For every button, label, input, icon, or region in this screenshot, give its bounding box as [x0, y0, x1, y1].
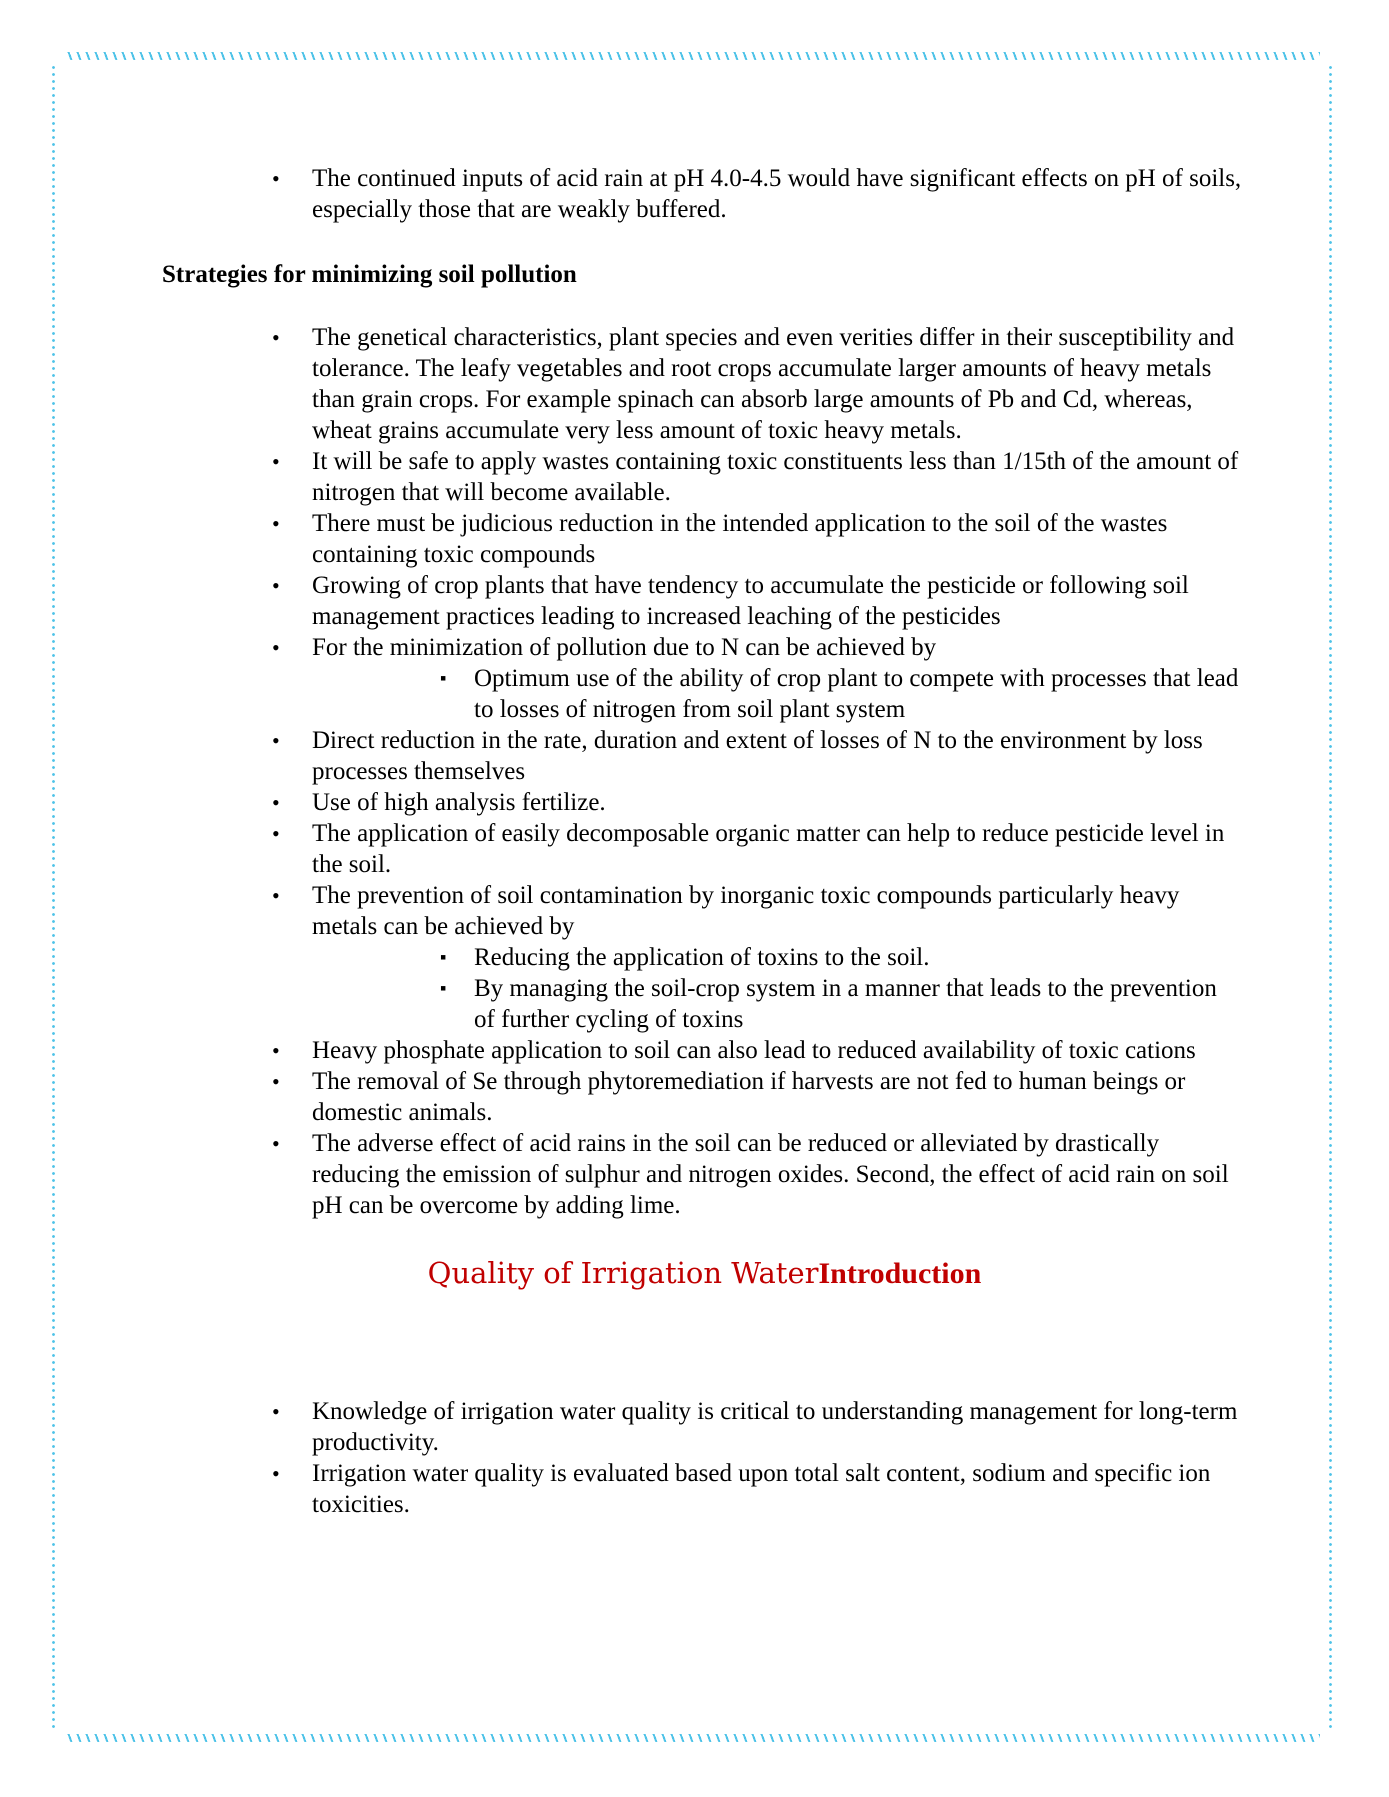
sub-list-item: ▪ Reducing the application of toxins to the soil. [474, 942, 1242, 973]
list-item [312, 1128, 1242, 1221]
strategies-list [162, 322, 1242, 1221]
list-item-text: The removal of Se through phytoremediation if harvests are not fed to human beings or domestic animals. [312, 1068, 1186, 1126]
list-item-text: For the minimization of pollution due to N can be achieved by [312, 634, 937, 661]
irrigation-section-title [162, 1257, 1247, 1289]
list-item-text: There must be judicious reduction in the intended application to the soil of the wastes containing toxic compounds [312, 510, 1168, 568]
list-item [312, 1035, 1242, 1066]
page-border-right [1329, 64, 1332, 1730]
list-item [312, 446, 1242, 508]
sub-list-item: ▪ By managing the soil-crop system in a manner that leads to the prevention of further cycling of toxins [474, 973, 1242, 1035]
list-item: • Knowledge of irrigation water quality is critical to understanding management for long-term productivity. [312, 1396, 1242, 1458]
document-content [162, 163, 1242, 1520]
list-item-text: It will be safe to apply wastes containing toxic constituents less than 1/15th of the amount of nitrogen that will become available. [312, 448, 1239, 506]
sub-list [312, 942, 1242, 1035]
list-item [312, 508, 1242, 570]
list-item [312, 818, 1242, 880]
list-item-text: Use of high analysis fertilize. [312, 789, 606, 816]
list-item-text: The genetical characteristics, plant species and even verities differ in their susceptibility and tolerance. The leafy vegetables and root crops accumulate larger amounts of heavy metals than grain crops. For example spinach can absorb large amounts of Pb and Cd, whereas, wheat grains accumulate very less amount of toxic heavy metals. [312, 324, 1235, 444]
list-item [312, 1066, 1242, 1128]
list-item-text: Heavy phosphate application to soil can also lead to reduced availability of toxic cations [312, 1037, 1196, 1064]
page-border-left [52, 64, 55, 1730]
irrigation-title-text: Quality of Irrigation Water [427, 1256, 819, 1290]
list-item-text: The prevention of soil contamination by inorganic toxic compounds particularly heavy metals can be achieved by [312, 882, 1180, 940]
irrigation-list [162, 1396, 1242, 1520]
list-item [312, 880, 1242, 1035]
list-item [312, 725, 1242, 787]
strategies-heading: Strategies for minimizing soil pollution [162, 261, 577, 288]
section-spacer [162, 1289, 1242, 1396]
page-border-bottom [64, 1734, 1320, 1742]
list-item [312, 632, 1242, 725]
list-item-text: Direct reduction in the rate, duration and extent of losses of N to the environment by loss processes themselves [312, 727, 1203, 785]
page-border-top [64, 52, 1320, 60]
sub-list [312, 663, 1242, 725]
list-item [312, 570, 1242, 632]
list-item-text: The adverse effect of acid rains in the soil can be reduced or alleviated by drastically reducing the emission of sulphur and nitrogen oxides. Second, the effect of acid rain on soil pH can be overcome by adding lime. [312, 1130, 1229, 1219]
list-item [312, 787, 1242, 818]
list-item-text: The application of easily decomposable organic matter can help to reduce pesticide level in the soil. [312, 820, 1225, 878]
list-item [312, 322, 1242, 446]
top-bullet-list [162, 163, 1242, 225]
introduction-title-text: Introduction [818, 1257, 982, 1290]
list-item-text: Growing of crop plants that have tendency to accumulate the pesticide or following soil management practices leading to increased leaching of the pesticides [312, 572, 1189, 630]
list-item: • Irrigation water quality is evaluated based upon total salt content, sodium and specific ion toxicities. [312, 1458, 1242, 1520]
list-item: • The continued inputs of acid rain at pH 4.0-4.5 would have significant effects on pH of soils, especially those that are weakly buffered. [312, 163, 1242, 225]
sub-list-item: ▪ Optimum use of the ability of crop plant to compete with processes that lead to losses of nitrogen from soil plant system [474, 663, 1242, 725]
